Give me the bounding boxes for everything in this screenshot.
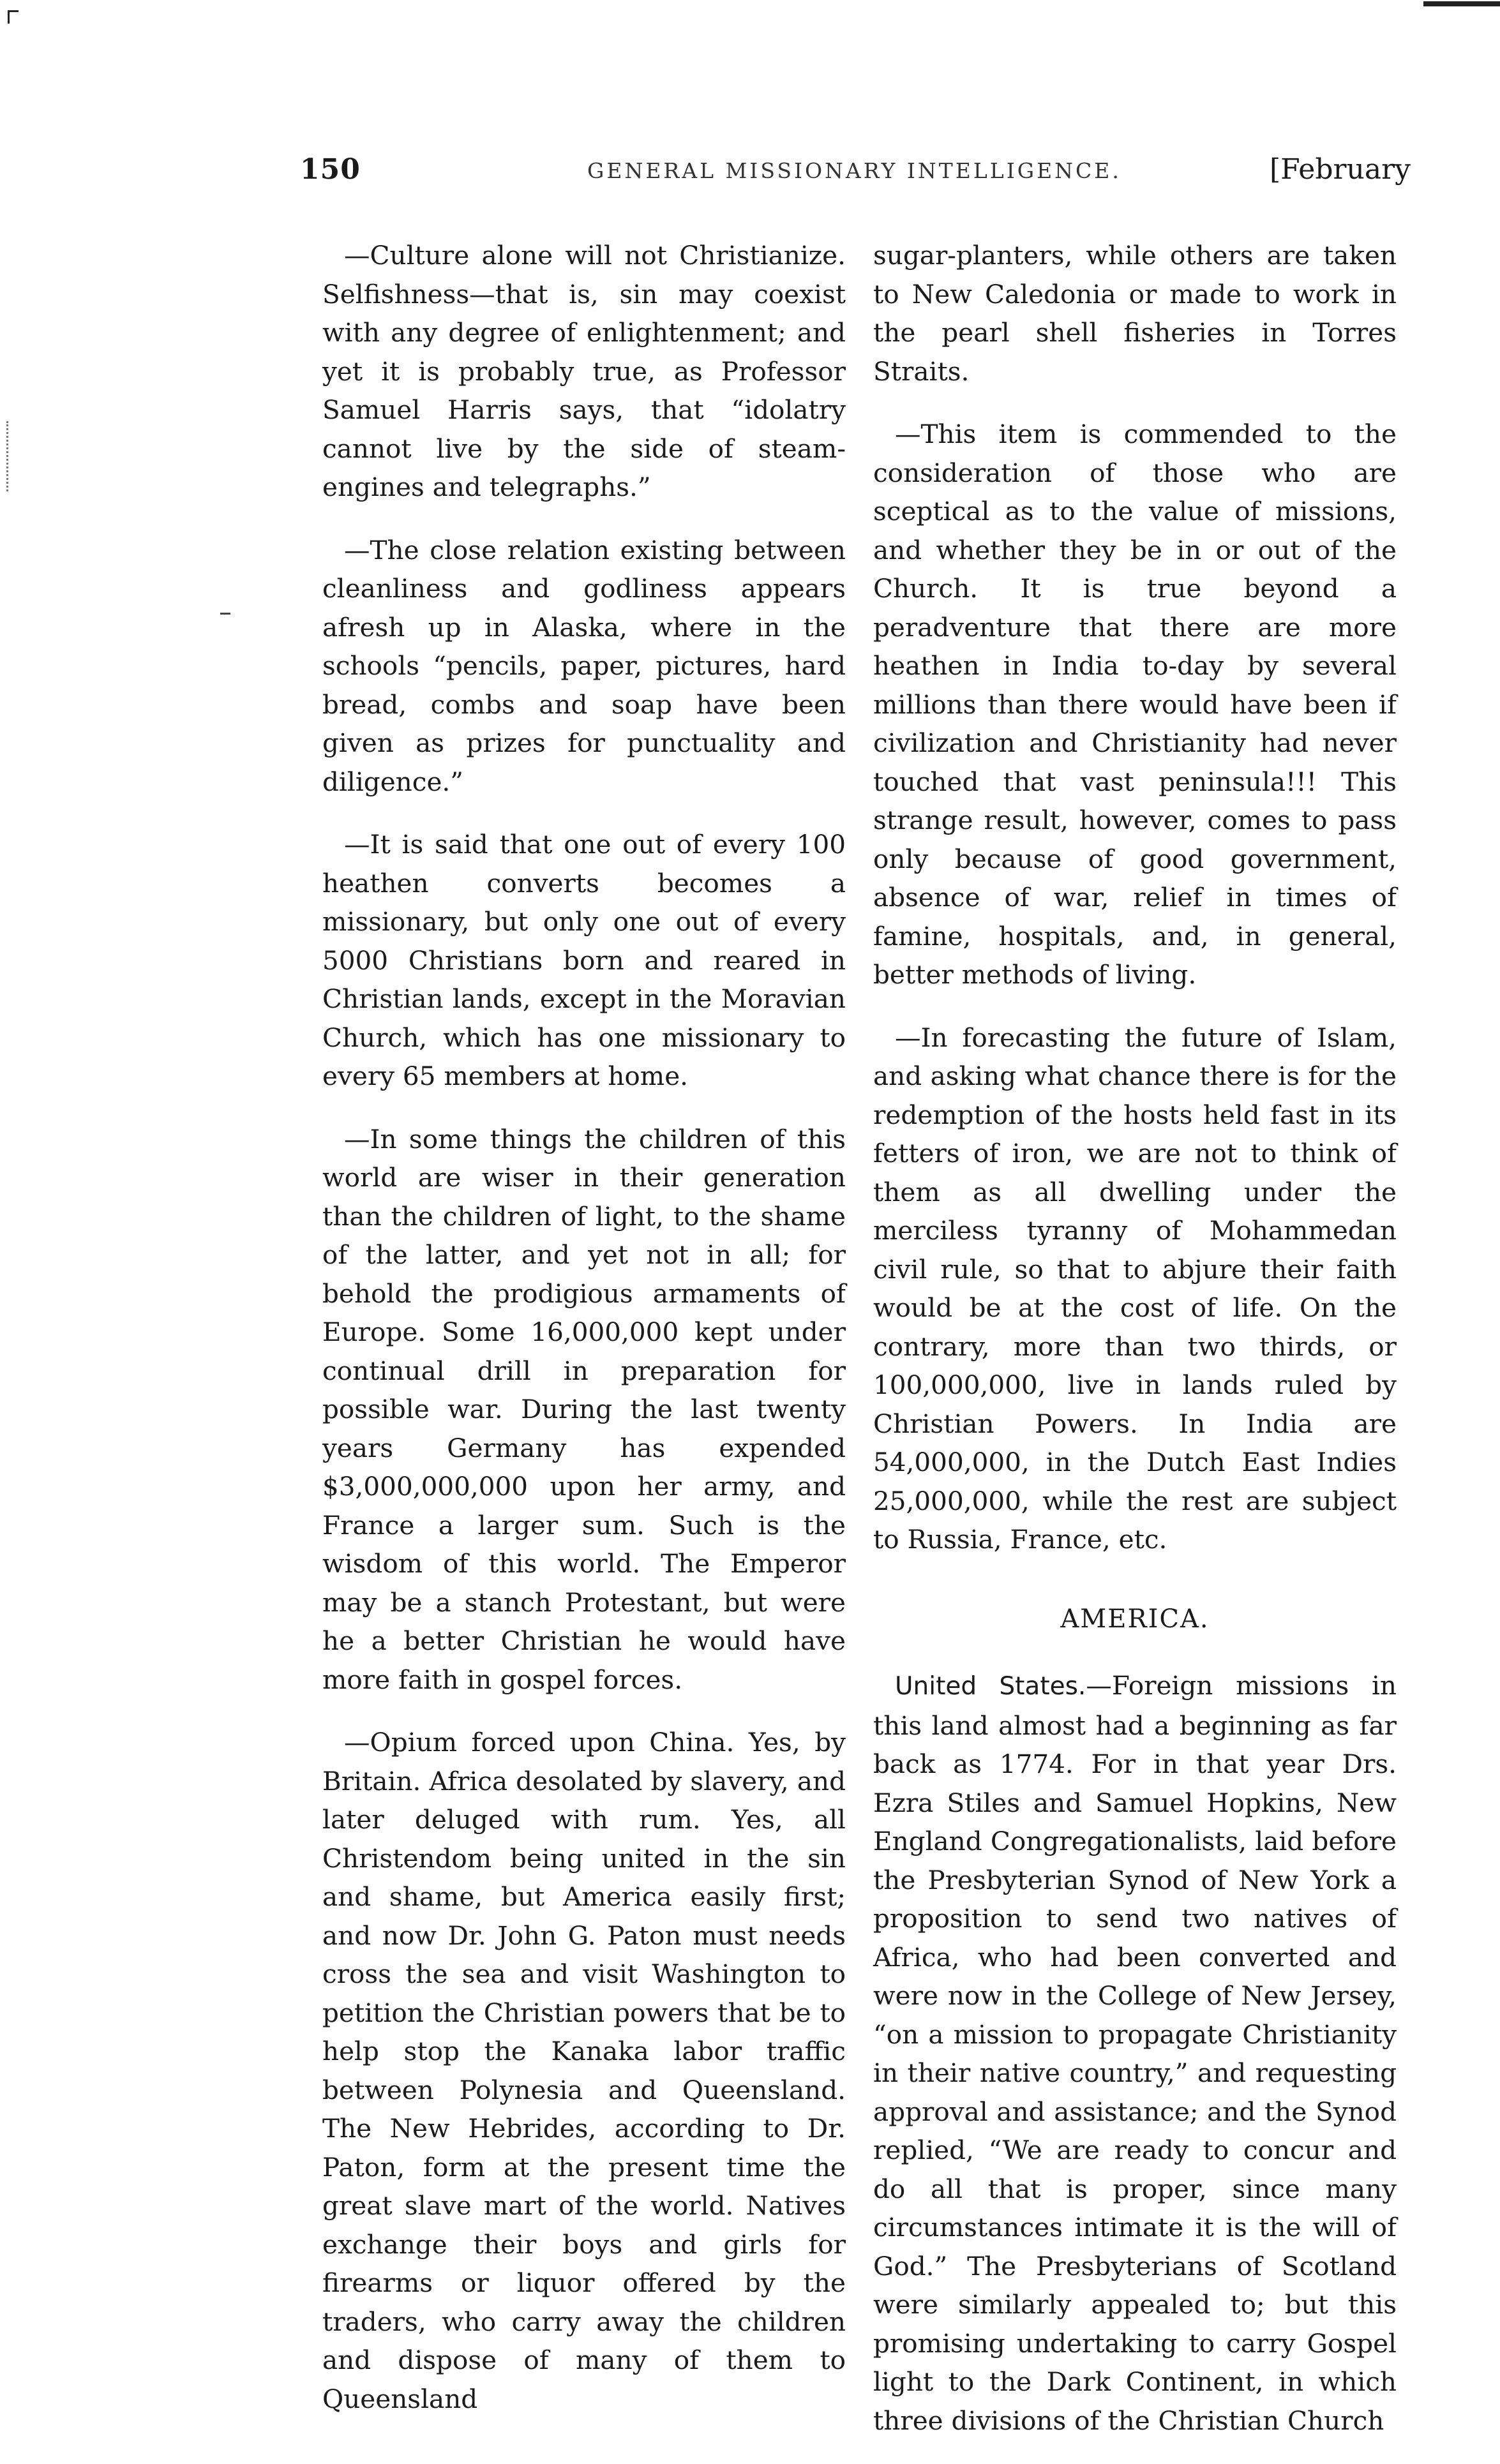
- scan-edge-mark: [1423, 1, 1500, 6]
- right-column: [873, 236, 1397, 2464]
- subhead-united-states: United States.: [895, 1672, 1086, 1701]
- section-heading-america: AMERICA.: [1060, 1604, 1210, 1634]
- paragraph-armaments: —In some things the children of this world are wiser in their generation than the children of light, to the shame of the latter, and yet not in all; for behold the prodigious armaments of Europe. Some 16,000,000 kept under continual drill in preparation for possible war. During the last twenty years Germany has expended $3,000,000,000 upon her army, and France a larger sum. Such is the wisdom of this world. The Emperor may be a stanch Protestant, but were he a better Christian he would have more faith in gospel forces.: [322, 1123, 846, 1695]
- running-title: GENERAL MISSIONARY INTELLIGENCE.: [587, 158, 1121, 183]
- paragraph-sugar-planters: sugar-planters, while others are taken to New Caledonia or made to work in the pearl shell fisheries in Torres Straits.: [873, 240, 1397, 387]
- united-states-text: —Foreign missions in this land almost had a beginning as far back as 1774. For in that year Drs. Ezra Stiles and Samuel Hopkins, New England Congregationalists, laid before the Presbyterian Synod of New York a proposition to send two natives of Africa, who had been converted and were now in the College of New Jersey, “on a mission to propagate Christianity in their native country,” and requesting approval and assistance; and the Synod replied, “We are ready to concur and do all that is proper, since many circumstances intimate it is the will of God.” The Presbyterians of Scotland were similarly appealed to; but this promising undertaking to carry Gospel light to the Dark Continent, in which three divisions of the Christian Church: [873, 1670, 1397, 2436]
- running-header: [300, 153, 1411, 198]
- paragraph-india: —This item is commended to the consideration of those who are sceptical as to the value of missions, and whether they be in or out of the Church. It is true beyond a peradventure that there are more heathen in India to-day by several millions than there would have been if civilization and Christianity had never touched that vast peninsula!!! This strange result, however, comes to pass only because of good government, absence of war, relief in times of famine, hospitals, and, in general, better methods of living.: [873, 419, 1397, 990]
- margin-dash: [220, 613, 230, 615]
- paragraph-united-states: [873, 1666, 1397, 2440]
- scan-corner-mark: [8, 10, 19, 24]
- page-number: 150: [300, 153, 361, 186]
- header-month: [February: [1270, 153, 1411, 186]
- paragraph-islam: —In forecasting the future of Islam, and asking what chance there is for the redemption of the hosts held fast in its fetters of iron, we are not to think of them as all dwelling under the merciless tyranny of Mohammedan civil rule, so that to abjure their faith would be at the cost of life. On the contrary, more than two thirds, or 100,000,000, live in lands ruled by Christian Powers. In India are 54,000,000, in the Dutch East Indies 25,000,000, while the rest are subject to Russia, France, etc.: [873, 1022, 1397, 1555]
- margin-dots: [6, 421, 11, 491]
- paragraph-converts: —It is said that one out of every 100 heathen converts becomes a missionary, but only one out of every 5000 Christians born and reared in Christian lands, except in the Moravian Church, which has one missionary to every 65 members at home.: [322, 829, 846, 1091]
- paragraph-alaska: —The close relation existing between cleanliness and godliness appears afresh up in Alaska, where in the schools “pencils, paper, pictures, hard bread, combs and soap have been given as prizes for punctuality and diligence.”: [322, 534, 846, 797]
- paragraph-opium: —Opium forced upon China. Yes, by Britain. Africa desolated by slavery, and later deluged with rum. Yes, all Christendom being united in the sin and shame, but America easily first; and now Dr. John G. Paton must needs cross the sea and visit Washington to petition the Christian powers that be to help stop the Kanaka labor traffic between Polynesia and Queensland. The New Hebrides, according to Dr. Paton, form at the present time the great slave mart of the world. Natives exchange their boys and girls for firearms or liquor offered by the traders, who carry away the children and dispose of many of them to Queensland: [322, 1727, 846, 2414]
- left-column: [322, 236, 846, 2442]
- paragraph-culture: —Culture alone will not Christianize. Selfishness—that is, sin may coexist with any degree of enlightenment; and yet it is probably true, as Professor Samuel Harris says, that “idolatry cannot live by the side of steam-engines and telegraphs.”: [322, 240, 846, 502]
